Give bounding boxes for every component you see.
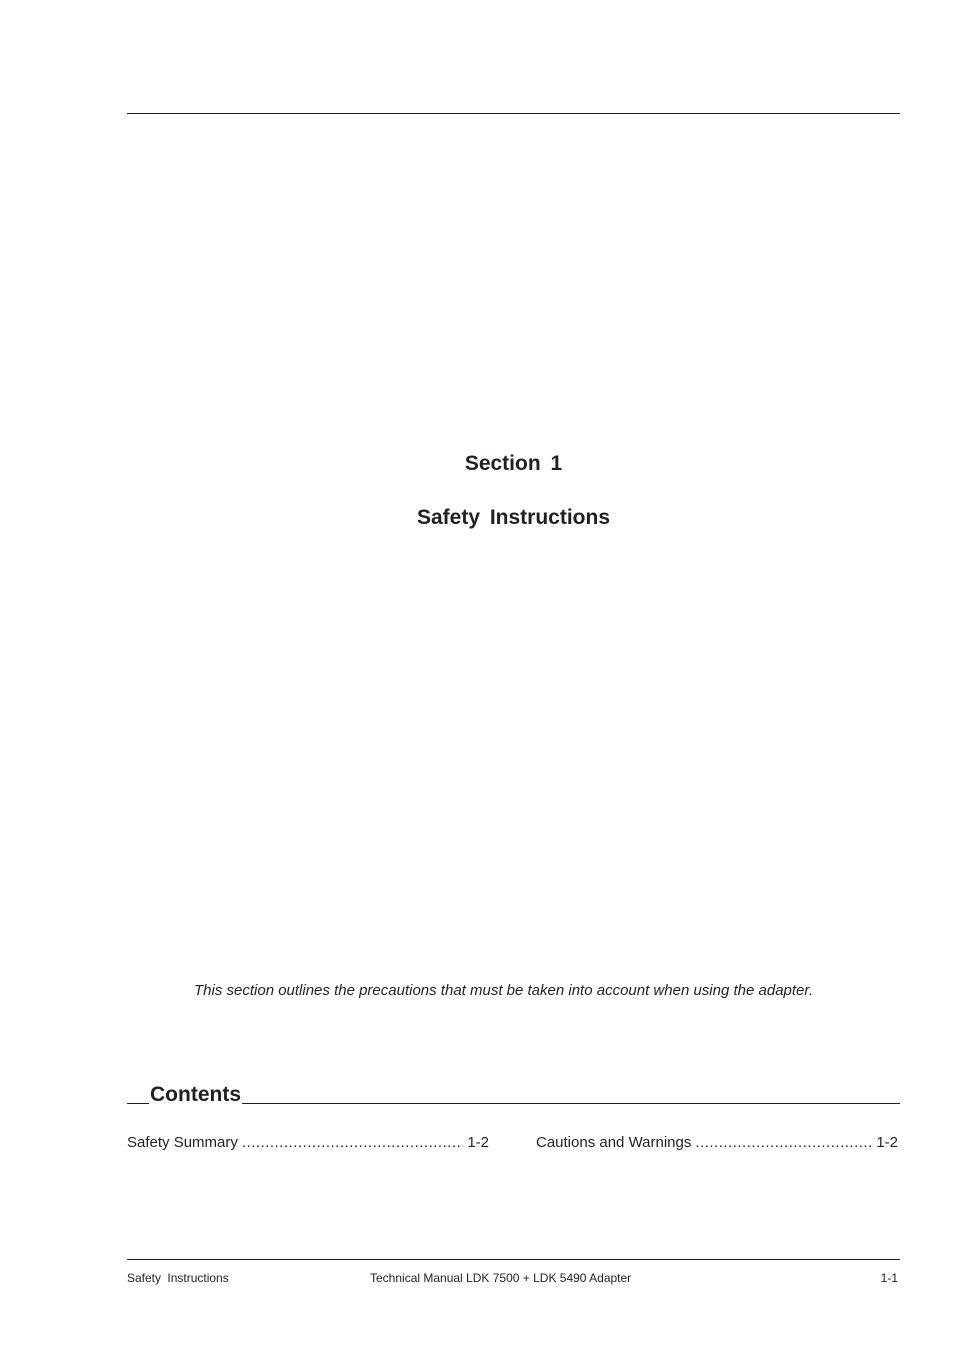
footer-rule — [127, 1259, 900, 1260]
toc-leader-dots — [695, 1134, 872, 1151]
top-rule — [127, 113, 900, 114]
toc-entry-label: Cautions and Warnings — [536, 1134, 692, 1151]
section-number-heading: Section 1 — [464, 452, 563, 475]
section-intro-text: This section outlines the precautions that must be taken into account when using the adapter. — [194, 982, 813, 999]
toc-entry-page: 1-2 — [467, 1134, 489, 1151]
footer-page-number: 1-1 — [880, 1271, 898, 1285]
contents-lead-line — [127, 1103, 149, 1104]
footer-section-name: Safety Instructions — [127, 1271, 229, 1285]
contents-heading-text: Contents — [150, 1083, 241, 1106]
toc-entry-safety-summary[interactable] — [127, 1134, 489, 1151]
toc-leader-dots — [242, 1134, 463, 1151]
toc-entry-page: 1-2 — [876, 1134, 898, 1151]
toc-entry-label: Safety Summary — [127, 1134, 238, 1151]
toc-entry-cautions-and-warnings[interactable] — [536, 1134, 898, 1151]
contents-heading — [127, 1082, 900, 1108]
section-title-heading: Safety Instructions — [416, 506, 611, 529]
contents-tail-line — [242, 1103, 900, 1104]
footer-manual-title: Technical Manual LDK 7500 + LDK 5490 Adapter — [370, 1271, 632, 1285]
